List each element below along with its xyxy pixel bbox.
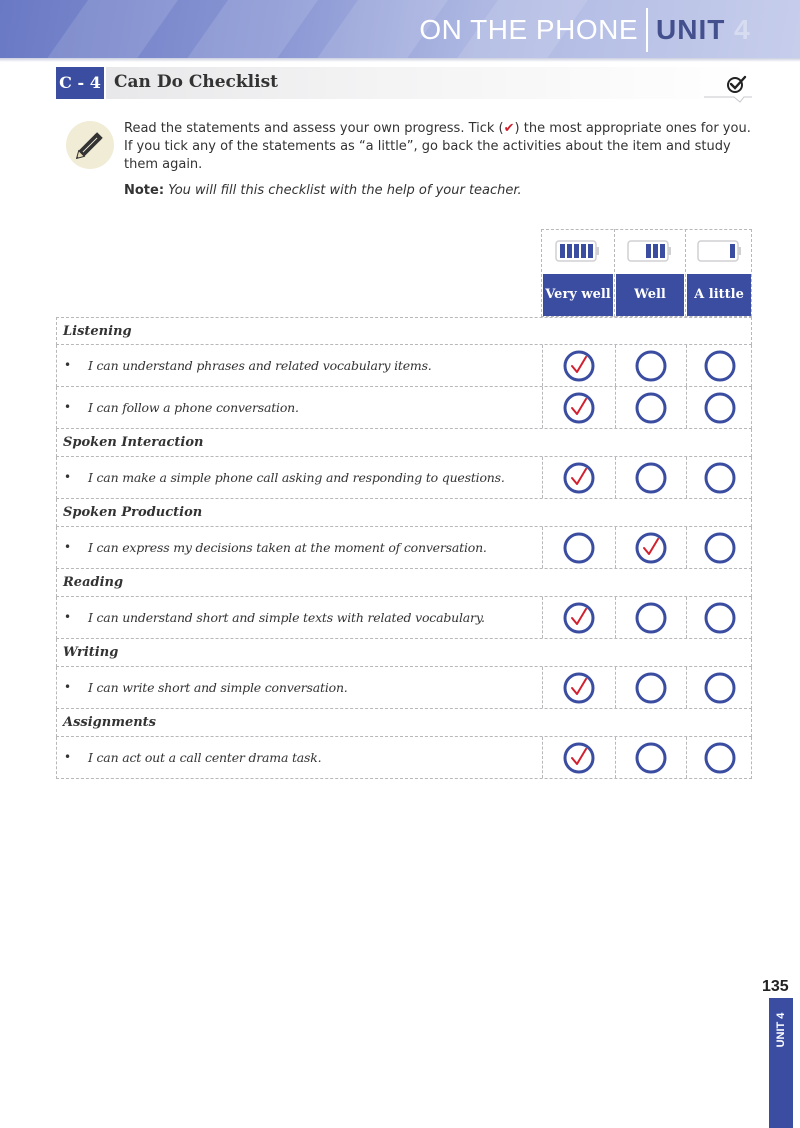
category-label: Spoken Production bbox=[63, 505, 203, 520]
statement-text: I can understand phrases and related vocabulary items. bbox=[88, 358, 432, 373]
red-tick-icon bbox=[572, 399, 586, 414]
red-tick-icon bbox=[644, 539, 658, 554]
category-label: Assignments bbox=[63, 715, 157, 730]
red-tick-icon bbox=[572, 749, 586, 764]
rating-circle[interactable] bbox=[703, 349, 737, 383]
cell-divider bbox=[542, 345, 543, 386]
rating-circle[interactable] bbox=[634, 671, 668, 705]
instructions-part-2: ) the most appropriate ones for you. If you tick any of the statements as “a little”, go back the activities about the item and study them again. bbox=[124, 121, 751, 172]
check-circle-icon bbox=[726, 74, 748, 94]
rating-header-divider bbox=[614, 229, 615, 317]
rating-header-divider bbox=[685, 229, 686, 317]
cell-divider bbox=[686, 667, 687, 708]
statement-bullet: • bbox=[64, 540, 72, 554]
unit-banner bbox=[0, 0, 800, 58]
cell-divider bbox=[542, 387, 543, 428]
statement-text: I can express my decisions taken at the moment of conversation. bbox=[88, 540, 487, 555]
rating-circle[interactable] bbox=[703, 391, 737, 425]
banner-unit bbox=[656, 14, 751, 46]
column-a-little: A little bbox=[687, 274, 751, 316]
cell-divider bbox=[615, 457, 616, 498]
category-label: Reading bbox=[63, 575, 124, 590]
statement-text: I can write short and simple conversation. bbox=[88, 680, 348, 695]
cell-divider bbox=[686, 457, 687, 498]
note-text: You will fill this checklist with the help of your teacher. bbox=[168, 183, 522, 198]
rating-circle-checked[interactable] bbox=[562, 349, 596, 383]
cell-divider bbox=[615, 387, 616, 428]
battery-full-icon bbox=[555, 240, 601, 262]
pencil-badge bbox=[66, 121, 114, 169]
column-well: Well bbox=[616, 274, 684, 316]
category-row bbox=[56, 709, 752, 737]
rating-circle[interactable] bbox=[703, 671, 737, 705]
cell-divider bbox=[686, 737, 687, 778]
section-header-tail-icon bbox=[704, 96, 752, 104]
rating-circle[interactable] bbox=[703, 461, 737, 495]
category-label: Spoken Interaction bbox=[63, 435, 204, 450]
category-row bbox=[56, 569, 752, 597]
rating-circle[interactable] bbox=[703, 601, 737, 635]
section-title: Can Do Checklist bbox=[114, 72, 278, 92]
statement-bullet: • bbox=[64, 750, 72, 764]
red-tick-icon bbox=[572, 469, 586, 484]
section-code: C - 4 bbox=[56, 67, 104, 99]
cell-divider bbox=[542, 737, 543, 778]
statement-text: I can understand short and simple texts with related vocabulary. bbox=[88, 610, 485, 625]
cell-divider bbox=[542, 667, 543, 708]
rating-circle-checked[interactable] bbox=[562, 671, 596, 705]
rating-circle[interactable] bbox=[634, 601, 668, 635]
column-very-well: Very well bbox=[543, 274, 613, 316]
statement-bullet: • bbox=[64, 358, 72, 372]
rating-circle[interactable] bbox=[703, 741, 737, 775]
rating-circle-checked[interactable] bbox=[562, 391, 596, 425]
red-tick-icon bbox=[572, 679, 586, 694]
rating-circle[interactable] bbox=[634, 461, 668, 495]
banner-divider bbox=[646, 8, 648, 52]
red-tick-icon: ✔ bbox=[503, 121, 515, 136]
rating-circle-checked[interactable] bbox=[562, 741, 596, 775]
category-row bbox=[56, 499, 752, 527]
rating-circle-checked[interactable] bbox=[562, 601, 596, 635]
statement-bullet: • bbox=[64, 470, 72, 484]
rating-circle[interactable] bbox=[634, 349, 668, 383]
statement-bullet: • bbox=[64, 610, 72, 624]
cell-divider bbox=[686, 345, 687, 386]
battery-low-icon bbox=[697, 240, 743, 262]
cell-divider bbox=[686, 527, 687, 568]
rating-circle[interactable] bbox=[634, 741, 668, 775]
cell-divider bbox=[686, 597, 687, 638]
statement-text: I can make a simple phone call asking and responding to questions. bbox=[88, 470, 505, 485]
page-number: 135 bbox=[762, 978, 789, 995]
cell-divider bbox=[542, 597, 543, 638]
statement-row bbox=[56, 387, 752, 429]
statement-row bbox=[56, 597, 752, 639]
red-tick-icon bbox=[572, 357, 586, 372]
category-row bbox=[56, 429, 752, 457]
statement-row bbox=[56, 345, 752, 387]
note-label: Note: bbox=[124, 183, 165, 198]
banner-unit-label: UNIT bbox=[656, 14, 726, 45]
category-row bbox=[56, 639, 752, 667]
banner-shadow bbox=[0, 58, 800, 62]
cell-divider bbox=[615, 737, 616, 778]
rating-circle[interactable] bbox=[634, 391, 668, 425]
category-label: Listening bbox=[63, 324, 132, 339]
rating-circle[interactable] bbox=[562, 531, 596, 565]
side-tab-label: UNIT 4 bbox=[775, 1012, 787, 1048]
pencil-icon bbox=[66, 121, 114, 169]
cell-divider bbox=[542, 527, 543, 568]
instructions-part-1: Read the statements and assess your own progress. Tick ( bbox=[124, 121, 504, 136]
cell-divider bbox=[615, 527, 616, 568]
banner-title: ON THE PHONE bbox=[419, 14, 638, 45]
cell-divider bbox=[686, 387, 687, 428]
cell-divider bbox=[615, 345, 616, 386]
category-row bbox=[56, 317, 752, 345]
statement-row bbox=[56, 527, 752, 569]
instructions-text bbox=[124, 120, 754, 174]
cell-divider bbox=[542, 457, 543, 498]
statement-row bbox=[56, 737, 752, 779]
rating-circle[interactable] bbox=[703, 531, 737, 565]
rating-circle-checked[interactable] bbox=[634, 531, 668, 565]
statement-text: I can act out a call center drama task. bbox=[88, 750, 322, 765]
statement-text: I can follow a phone conversation. bbox=[88, 400, 299, 415]
rating-circle-checked[interactable] bbox=[562, 461, 596, 495]
cell-divider bbox=[615, 667, 616, 708]
note bbox=[124, 183, 754, 198]
statement-bullet: • bbox=[64, 400, 72, 414]
category-label: Writing bbox=[63, 645, 119, 660]
side-tab-label-wrap bbox=[769, 1000, 793, 1060]
statement-row bbox=[56, 667, 752, 709]
red-tick-icon bbox=[572, 609, 586, 624]
cell-divider bbox=[615, 597, 616, 638]
statement-row bbox=[56, 457, 752, 499]
statement-bullet: • bbox=[64, 680, 72, 694]
battery-medium-icon bbox=[627, 240, 673, 262]
banner-unit-number: 4 bbox=[734, 14, 751, 45]
